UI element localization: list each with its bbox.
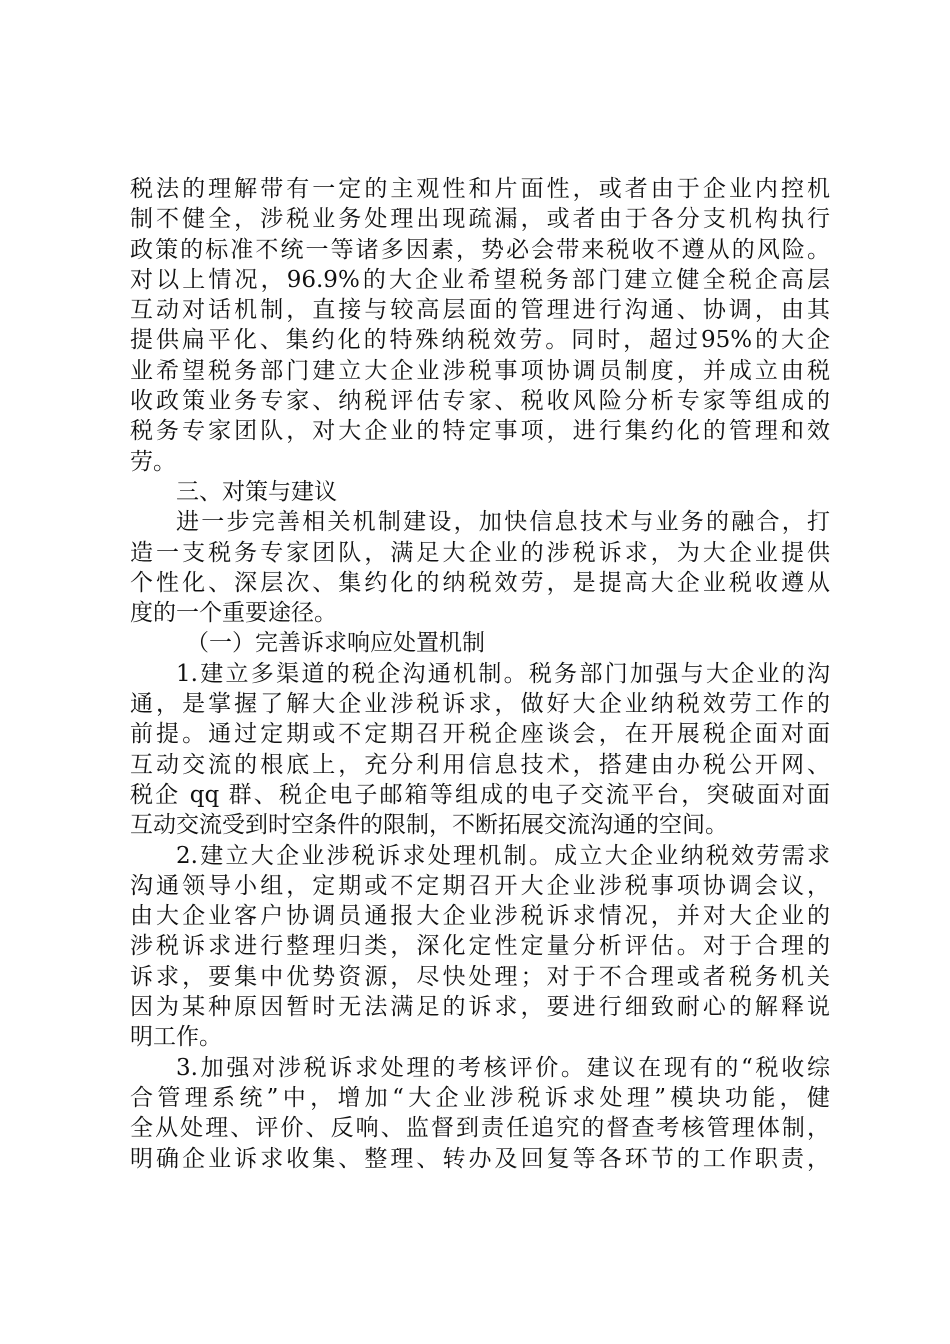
paragraph-line: 通，是掌握了解大企业涉税诉求，做好大企业纳税效劳工作的 bbox=[130, 691, 830, 718]
paragraph-line: 造一支税务专家团队，满足大企业的涉税诉求，为大企业提供 bbox=[130, 539, 830, 566]
paragraph-line: 进一步完善相关机制建设，加快信息技术与业务的融合，打 bbox=[176, 509, 830, 536]
paragraph-line: 合管理系统”中，增加“大企业涉税诉求处理”模块功能，健 bbox=[130, 1084, 830, 1111]
paragraph-line: 对以上情况，96.9%的大企业希望税务部门建立健全税企高层 bbox=[130, 266, 830, 293]
paragraph-line: 税法的理解带有一定的主观性和片面性，或者由于企业内控机 bbox=[130, 176, 830, 202]
paragraph-line: 全从处理、评价、反响、监督到责任追究的督查考核管理体制， bbox=[130, 1115, 830, 1142]
paragraph-line: 1.建立多渠道的税企沟通机制。税务部门加强与大企业的沟 bbox=[176, 660, 830, 687]
paragraph-line: 2.建立大企业涉税诉求处理机制。成立大企业纳税效劳需求 bbox=[176, 842, 830, 869]
paragraph-line: 前提。通过定期或不定期召开税企座谈会，在开展税企面对面 bbox=[130, 721, 830, 748]
paragraph-line: 互动对话机制，直接与较高层面的管理进行沟通、协调，由其 bbox=[130, 297, 830, 324]
paragraph-line: 沟通领导小组，定期或不定期召开大企业涉税事项协调会议， bbox=[130, 872, 830, 899]
paragraph-line: 制不健全，涉税业务处理出现疏漏，或者由于各分支机构执行 bbox=[130, 206, 830, 233]
paragraph-line: 提供扁平化、集约化的特殊纳税效劳。同时，超过95%的大企 bbox=[130, 327, 830, 354]
paragraph-line: 税务专家团队，对大企业的特定事项，进行集约化的管理和效 bbox=[130, 418, 830, 445]
section-heading: 三、对策与建议 bbox=[176, 478, 337, 505]
paragraph-line: 度的一个重要途径。 bbox=[130, 600, 337, 627]
subsection-heading: （一）完善诉求响应处置机制 bbox=[186, 630, 485, 657]
paragraph-line: 涉税诉求进行整理归类，深化定性定量分析评估。对于合理的 bbox=[130, 933, 830, 960]
paragraph-line: 税企 qq 群、税企电子邮箱等组成的电子交流平台，突破面对面 bbox=[130, 781, 830, 808]
paragraph-line: 互动交流受到时空条件的限制，不断拓展交流沟通的空间。 bbox=[130, 812, 728, 839]
paragraph-line: 3.加强对涉税诉求处理的考核评价。建议在现有的“税收综 bbox=[176, 1054, 830, 1081]
paragraph-line: 劳。 bbox=[130, 448, 176, 475]
document-body bbox=[130, 174, 830, 1174]
paragraph-line: 业希望税务部门建立大企业涉税事项协调员制度，并成立由税 bbox=[130, 357, 830, 384]
paragraph-line: 诉求，要集中优势资源，尽快处理；对于不合理或者税务机关 bbox=[130, 963, 830, 990]
paragraph-line: 政策的标准不统一等诸多因素，势必会带来税收不遵从的风险。 bbox=[130, 236, 830, 263]
paragraph-line: 明确企业诉求收集、整理、转办及回复等各环节的工作职责， bbox=[130, 1145, 830, 1172]
paragraph-line: 因为某种原因暂时无法满足的诉求，要进行细致耐心的解释说 bbox=[130, 994, 830, 1021]
paragraph-line: 个性化、深层次、集约化的纳税效劳，是提高大企业税收遵从 bbox=[130, 569, 830, 596]
paragraph-line: 收政策业务专家、纳税评估专家、税收风险分析专家等组成的 bbox=[130, 388, 830, 415]
paragraph-line: 明工作。 bbox=[130, 1024, 222, 1051]
paragraph-line: 互动交流的根底上，充分利用信息技术，搭建由办税公开网、 bbox=[130, 751, 830, 778]
paragraph-line: 由大企业客户协调员通报大企业涉税诉求情况，并对大企业的 bbox=[130, 903, 830, 930]
